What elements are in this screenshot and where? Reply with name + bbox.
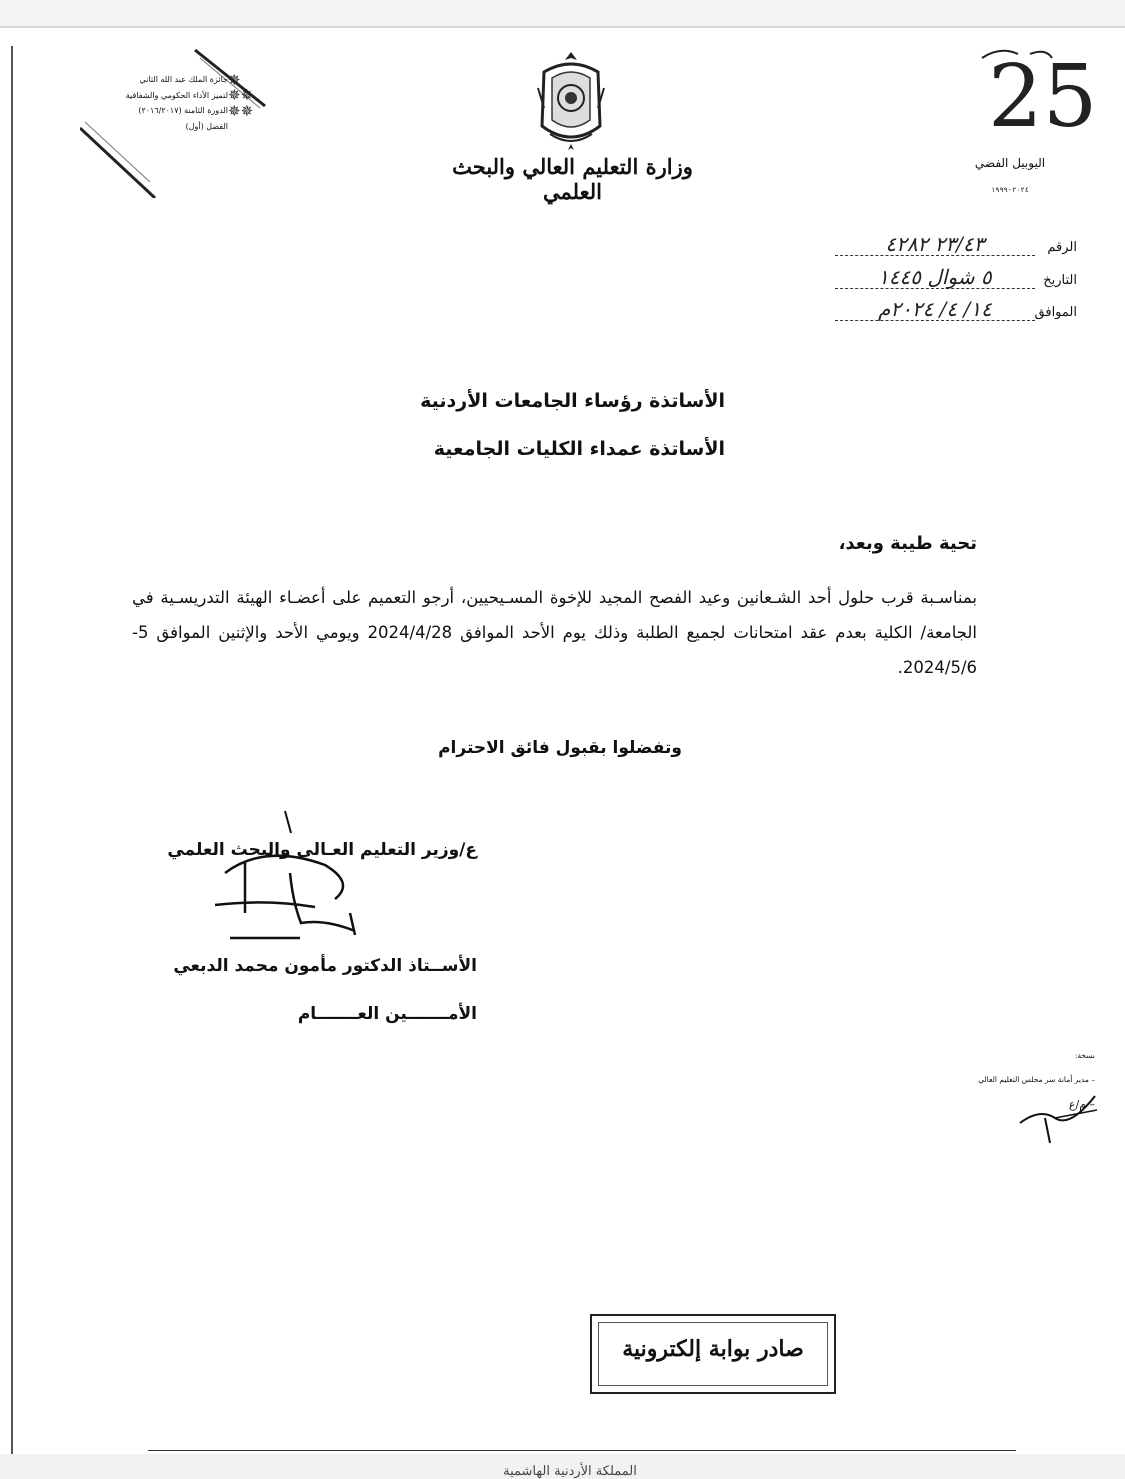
reference-number-value: ٢٣/٤٣ ٤٢٨٢ — [835, 233, 1035, 256]
footer-rule — [148, 1450, 1016, 1451]
jubilee-caption: اليوبيل الفضي — [974, 156, 1046, 170]
reference-corresponding-value: ١٤/ ٤/ ٢٠٢٤م — [835, 298, 1035, 321]
electronic-portal-stamp — [590, 1314, 836, 1394]
page-left-edge — [11, 46, 13, 1454]
award-line: الفضل (أول) — [185, 121, 228, 131]
star-icon: ✵✵ — [228, 86, 254, 104]
copies-label: نسخة: — [1074, 1051, 1095, 1060]
handwritten-initials — [1015, 1088, 1100, 1148]
signatory-name: الأســتاذ الدكتور مأمون محمد الدبعي — [173, 956, 477, 976]
stamp-text: صادر بوابة إلكترونية — [622, 1336, 804, 1362]
star-icon: ✵✵ — [228, 101, 254, 120]
award-line: ✵جائزة الملك عبد الله الثاني — [82, 72, 262, 88]
award-line: ✵✵لتميز الأداء الحكومي والشفافية — [82, 88, 262, 104]
handwritten-signature — [205, 803, 375, 953]
reference-date-row — [817, 266, 1077, 289]
star-icon: ✵ — [228, 70, 241, 89]
recipient-line: الأساتذة رؤساء الجامعات الأردنية — [420, 390, 725, 412]
jordan-coat-of-arms-icon — [530, 48, 612, 158]
jubilee-years: ٢٠٢٤-١٩٩٩ — [991, 186, 1029, 194]
closing-line: وتفضلوا بقبول فائق الاحترام — [438, 738, 682, 758]
copies-item: – م/ع — [1068, 1098, 1095, 1111]
award-line: ✵✵الدورة الثامنة (٢٠١٦/٢٠١٧) — [82, 103, 262, 119]
award-text — [82, 72, 262, 134]
greeting: تحية طيبة وبعد، — [838, 533, 977, 554]
ministry-name: وزارة التعليم العالي والبحث العلمي — [452, 154, 693, 204]
recipient-line: الأساتذة عمداء الكليات الجامعية — [433, 438, 725, 460]
copies-item: – مدير أمانة سر مجلس التعليم العالي — [978, 1075, 1095, 1084]
reference-corresponding-row — [817, 298, 1077, 321]
reference-number-row — [817, 233, 1077, 256]
letter-body: بمناسـبة قرب حلول أحد الشـعانين وعيد الفصح المجيد للإخوة المسـيحيين، أرجو التعميم على أعضـاء الهيئة التدريسـية في الجامعة/ الكلية بعدم عقد امتحانات لجميع الطلبة وذلك يوم الأحد الموافق 2024/4/28 ويومي الأحد والإثنين الموافق 5-2024/5/6. — [132, 588, 978, 677]
reference-number-label: الرقم — [1047, 240, 1077, 255]
viewer-toolbar — [0, 0, 1125, 27]
letter-page — [0, 27, 1125, 1479]
signatory-on-behalf: ع/وزير التعليم العـالي والبحث العلمي — [167, 840, 477, 860]
reference-date-label: التاريخ — [1043, 273, 1077, 288]
footer-text: المملكة الأردنية الهاشمية — [503, 1464, 637, 1479]
jubilee-number: 25 — [988, 47, 1098, 147]
reference-corresponding-label: الموافق — [1034, 305, 1077, 320]
signatory-title: الأمـــــــين العـــــــام — [297, 1004, 477, 1024]
reference-date-value: ٥ شوال ١٤٤٥ — [835, 266, 1035, 289]
